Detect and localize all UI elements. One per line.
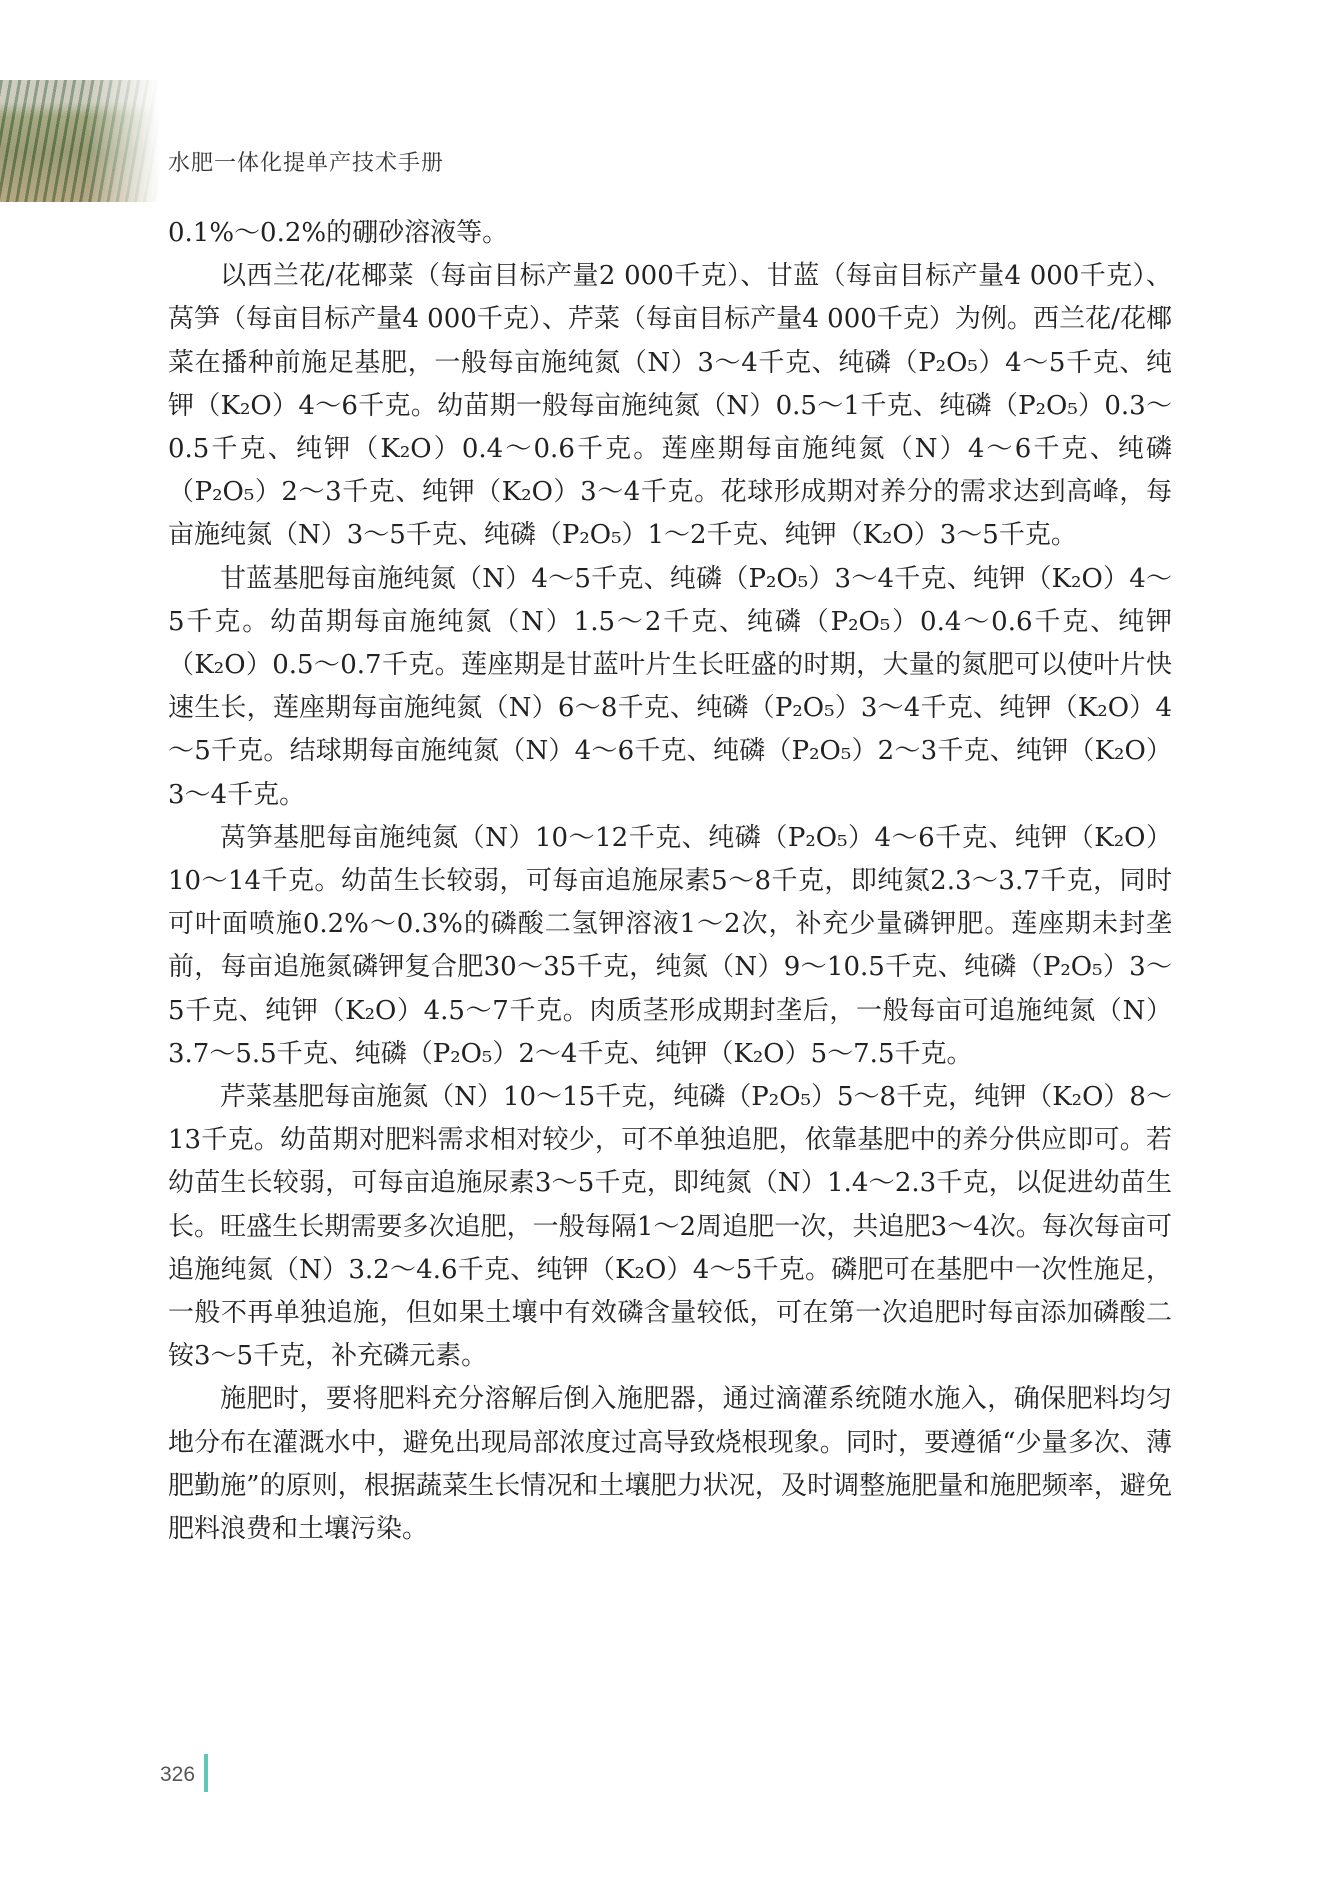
- paragraph-cabbage: 甘蓝基肥每亩施纯氮（N）4～5千克、纯磷（P₂O₅）3～4千克、纯钾（K₂O）4～5千克。幼苗期每亩施纯氮（N）1.5～2千克、纯磷（P₂O₅）0.4～0.6千克、纯钾（K₂O）0.5～0.7千克。莲座期是甘蓝叶片生长旺盛的时期，大量的氮肥可以使叶片快速生长，莲座期每亩施纯氮（N）6～8千克、纯磷（P₂O₅）3～4千克、纯钾（K₂O）4～5千克。结球期每亩施纯氮（N）4～6千克、纯磷（P₂O₅）2～3千克、纯钾（K₂O）3～4千克。: [168, 563, 1172, 810]
- paragraph-celery: 芹菜基肥每亩施氮（N）10～15千克，纯磷（P₂O₅）5～8千克，纯钾（K₂O）8～13千克。幼苗期对肥料需求相对较少，可不单独追肥，依靠基肥中的养分供应即可。若幼苗生长较弱，可每亩追施尿素3～5千克，即纯氮（N）1.4～2.3千克，以促进幼苗生长。旺盛生长期需要多次追肥，一般每隔1～2周追肥一次，共追肥3～4次。每次每亩可追施纯氮（N）3.2～4.6千克、纯钾（K₂O）4～5千克。磷肥可在基肥中一次性施足，一般不再单独追施，但如果土壤中有效磷含量较低，可在第一次追肥时每亩添加磷酸二铵3～5千克，补充磷元素。: [168, 1082, 1172, 1372]
- body-text: [168, 212, 1172, 1551]
- page-number: 326: [160, 1763, 196, 1786]
- paragraph-continuation: 0.1%～0.2%的硼砂溶液等。: [168, 218, 509, 248]
- page-number-accent-bar: [204, 1754, 208, 1792]
- paragraph-lettuce-stem: 莴笋基肥每亩施纯氮（N）10～12千克、纯磷（P₂O₅）4～6千克、纯钾（K₂O）10～14千克。幼苗生长较弱，可每亩追施尿素5～8千克，即纯氮2.3～3.7千克，同时可叶面喷施0.2%～0.3%的磷酸二氢钾溶液1～2次，补充少量磷钾肥。莲座期未封垄前，每亩追施氮磷钾复合肥30～35千克，纯氮（N）9～10.5千克、纯磷（P₂O₅）3～5千克、纯钾（K₂O）4.5～7千克。肉质茎形成期封垄后，一般每亩可追施纯氮（N）3.7～5.5千克、纯磷（P₂O₅）2～4千克、纯钾（K₂O）5～7.5千克。: [168, 822, 1172, 1069]
- paragraph-broccoli: 以西兰花/花椰菜（每亩目标产量2 000千克）、甘蓝（每亩目标产量4 000千克）、莴笋（每亩目标产量4 000千克）、芹菜（每亩目标产量4 000千克）为例。西兰花/花椰菜在播种前施足基肥，一般每亩施纯氮（N）3～4千克、纯磷（P₂O₅）4～5千克、纯钾（K₂O）4～6千克。幼苗期一般每亩施纯氮（N）0.5～1千克、纯磷（P₂O₅）0.3～0.5千克、纯钾（K₂O）0.4～0.6千克。莲座期每亩施纯氮（N）4～6千克、纯磷（P₂O₅）2～3千克、纯钾（K₂O）3～4千克。花球形成期对养分的需求达到高峰，每亩施纯氮（N）3～5千克、纯磷（P₂O₅）1～2千克、纯钾（K₂O）3～5千克。: [168, 261, 1172, 551]
- header-field-photo: [0, 80, 160, 202]
- paragraph-fertilization-method: 施肥时，要将肥料充分溶解后倒入施肥器，通过滴灌系统随水施入，确保肥料均匀地分布在灌溉水中，避免出现局部浓度过高导致烧根现象。同时，要遵循“少量多次、薄肥勤施”的原则，根据蔬菜生长情况和土壤肥力状况，及时调整施肥量和施肥频率，避免肥料浪费和土壤污染。: [168, 1384, 1172, 1545]
- running-header-title: 水肥一体化提单产技术手册: [168, 151, 445, 176]
